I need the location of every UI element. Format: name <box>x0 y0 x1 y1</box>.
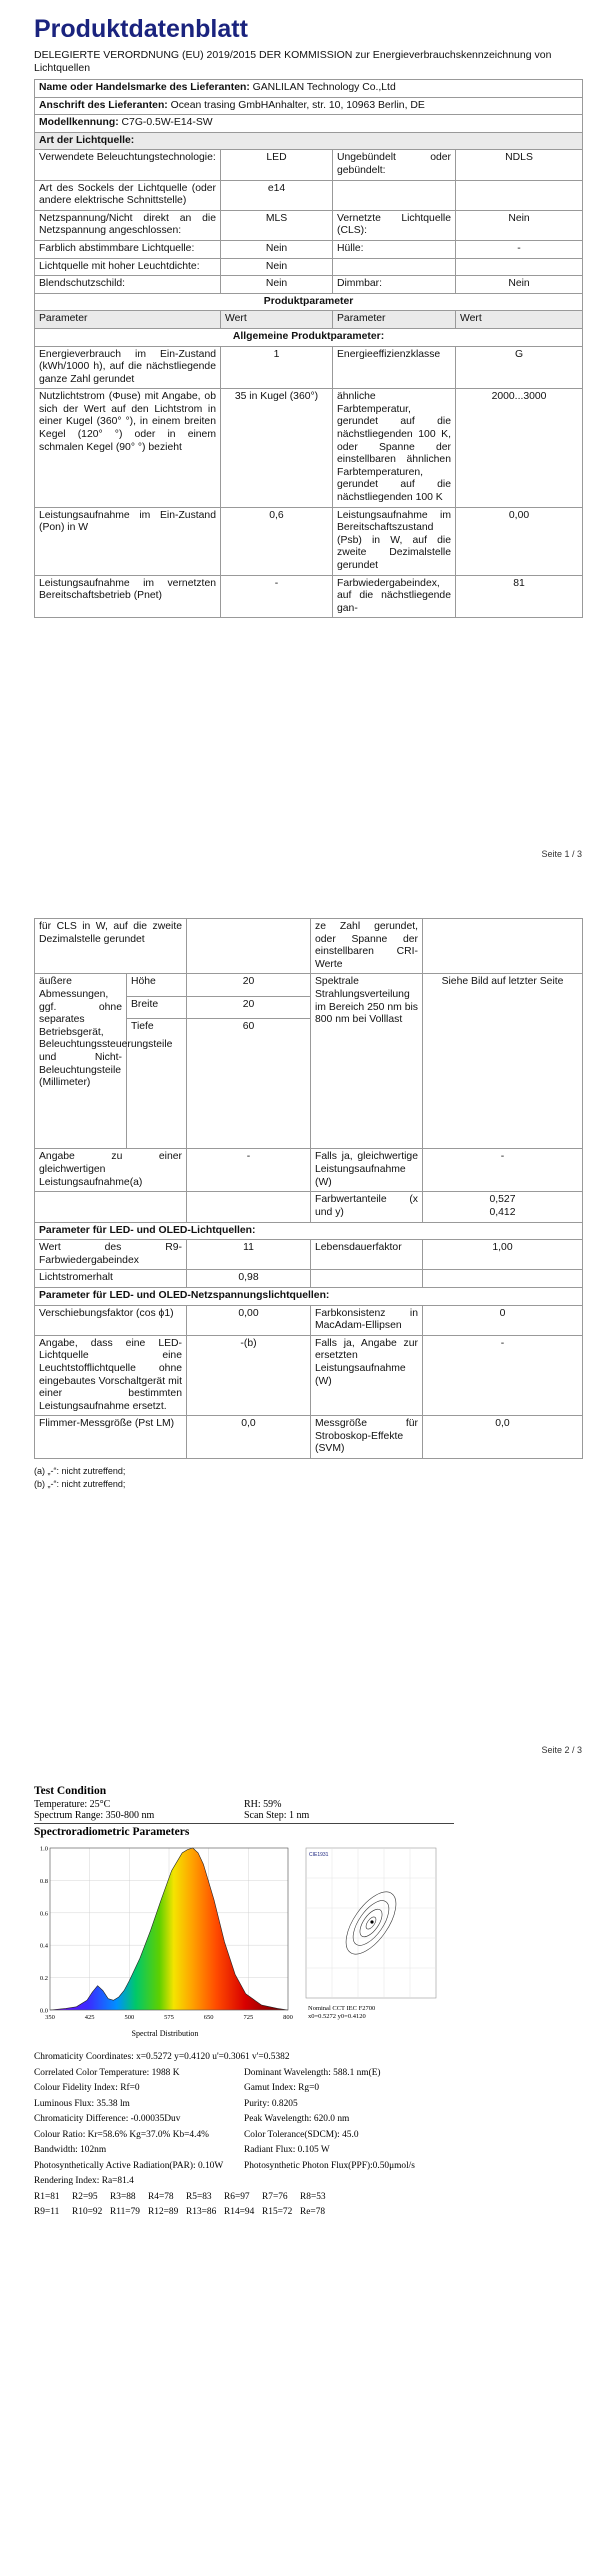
rendering-index-row-1 <box>34 2190 474 2206</box>
row-value: MLS <box>221 210 333 240</box>
width-label: Breite <box>127 996 187 1019</box>
row-label: Nutzlichtstrom (Φuse) mit Angabe, ob sich der Wert auf den Lichtstrom in einer Kugel (360° °), in einem breiten Kegel (120° °) oder in einem schmalen Kegel (90° °) bezieht <box>35 389 221 507</box>
table-row <box>35 974 583 997</box>
page-number: Seite 1 / 3 <box>541 849 582 859</box>
row-value: 0,6 <box>221 507 333 575</box>
x-tick-label: 725 <box>243 2014 254 2021</box>
test-report-page <box>34 1785 454 2221</box>
param-line: Chromaticity Coordinates: x=0.5272 y=0.4120 u'=0.3061 v'=0.5382 <box>34 2052 290 2062</box>
replace-value: -(b) <box>187 1335 311 1416</box>
measured-point <box>370 1920 373 1923</box>
equiv-label: Angabe zu einer gleichwertigen Leistungsaufnahme(a) <box>35 1149 187 1192</box>
temperature: Temperature: 25°C <box>34 1799 111 1810</box>
spectral-distribution-chart <box>34 1840 296 2040</box>
test-condition-block <box>34 1785 454 1838</box>
pf-value: 0,00 <box>187 1305 311 1335</box>
table-row <box>35 1240 583 1270</box>
supplier-name: GANLILAN Technology Co.,Ltd <box>252 82 396 93</box>
param-line: Peak Wavelength: 620.0 nm <box>244 2114 350 2124</box>
param-line: Color Tolerance(SDCM): 45.0 <box>244 2129 359 2140</box>
table-row <box>35 115 583 133</box>
row-value: - <box>221 575 333 618</box>
maint-label: Lichtstromerhalt <box>35 1270 187 1288</box>
led-params-heading: Parameter für LED- und OLED-Lichtquellen: <box>35 1222 583 1240</box>
footnote-b: (b) „-“: nicht zutreffend; <box>34 1479 126 1490</box>
r-value: R2=95 <box>72 2191 98 2202</box>
row-label: Verwendete Beleuchtungstechnologie: <box>35 150 221 180</box>
general-params-heading: Allgemeine Produktparameter: <box>35 328 583 346</box>
x-tick-label: 350 <box>45 2014 55 2021</box>
row-value: NDLS <box>456 150 583 180</box>
row-label: Ungebündelt oder gebündelt: <box>333 150 456 180</box>
y-tick-label: 0.0 <box>39 2007 48 2015</box>
col-header-value: Wert <box>456 311 583 329</box>
mains-params-heading: Parameter für LED- und OLED-Netzspannungslichtquellen: <box>35 1287 583 1305</box>
param-line: Colour Ratio: Kr=58.6% Kg=37.0% Kb=4.4% <box>34 2129 209 2140</box>
table-row <box>35 1222 583 1240</box>
param-line: Dominant Wavelength: 588.1 nm(E) <box>244 2067 381 2078</box>
table-row <box>35 346 583 389</box>
dimensions-label: äußere Abmessungen, ggf. ohne separates Betriebsgerät, Beleuchtungssteuerungsteile und Nicht-Beleuchtungsteile (Millimeter) <box>35 974 127 1149</box>
height-label: Höhe <box>127 974 187 997</box>
equiv-value-2: - <box>423 1149 583 1192</box>
scan-step: Scan Step: 1 nm <box>244 1810 310 1821</box>
row-value: Nein <box>221 276 333 294</box>
height-value: 20 <box>187 974 311 997</box>
param-line: Purity: 0.8205 <box>244 2098 298 2109</box>
table-row <box>35 97 583 115</box>
r-value: R11=79 <box>110 2207 140 2217</box>
param-line: Radiant Flux: 0.105 W <box>244 2145 330 2155</box>
x-tick-label: 650 <box>203 2014 214 2021</box>
row-value: Nein <box>221 258 333 276</box>
row-label: Lichtquelle mit hoher Leuchtdichte: <box>35 258 221 276</box>
humidity: RH: 59% <box>244 1799 282 1810</box>
row-value: Nein <box>221 240 333 258</box>
macadam-value: 0 <box>423 1305 583 1335</box>
cie-caption-1: Nominal CCT IEC F2700 <box>308 2005 376 2012</box>
product-params-heading: Produktparameter <box>35 293 583 311</box>
param-line: Bandwidth: 102nm <box>34 2145 107 2155</box>
row-label: Netzspannung/Nicht direkt an die Netzspannung angeschlossen: <box>35 210 221 240</box>
table-row <box>35 1287 583 1305</box>
table-row <box>35 1270 583 1288</box>
row-value: G <box>456 346 583 389</box>
table-row <box>35 1305 583 1335</box>
table-row <box>35 507 583 575</box>
y-tick-label: 0.4 <box>39 1942 48 1950</box>
datasheet-page-2 <box>34 918 582 1755</box>
supplier-table <box>34 79 583 618</box>
flicker-value: 0,0 <box>187 1416 311 1459</box>
col-header-value: Wert <box>221 311 333 329</box>
row-label: Blendschutzschild: <box>35 276 221 294</box>
row-label: Farbwiedergabeindex, auf die nächstliegende gan- <box>333 575 456 618</box>
cie-diagram <box>296 1840 446 2040</box>
row-label: Energieverbrauch im Ein-Zustand (kWh/1000 h), auf die nächstliegende ganze Zahl gerundet <box>35 346 221 389</box>
r-value: R3=88 <box>110 2191 136 2202</box>
r9-value: 11 <box>187 1240 311 1270</box>
r-value: R14=94 <box>224 2207 255 2217</box>
row-value: 2000...3000 <box>456 389 583 507</box>
row-value: Nein <box>456 210 583 240</box>
depth-label: Tiefe <box>127 1019 187 1149</box>
cie-caption-2: x0=0.5272 y0=0.4120 <box>308 2013 366 2020</box>
cie-title: CIE1931 <box>309 1852 329 1858</box>
r-value: R6=97 <box>224 2191 250 2202</box>
spectro-heading: Spectroradiometric Parameters <box>34 1826 190 1838</box>
life-value: 1,00 <box>423 1240 583 1270</box>
row-label: Leistungsaufnahme im vernetzten Bereitschaftsbetrieb (Pnet) <box>35 575 221 618</box>
chroma-label: Farbwertanteile (x und y) <box>311 1192 423 1222</box>
row-value <box>456 180 583 210</box>
r-value: R12=89 <box>148 2207 179 2217</box>
table-row <box>35 1149 583 1192</box>
photometric-params <box>34 2050 474 2221</box>
r-value: R13=86 <box>186 2207 217 2217</box>
pf-label: Verschiebungsfaktor (cos ϕ1) <box>35 1305 187 1335</box>
row-label <box>333 180 456 210</box>
spectral-label: Spektrale Strahlungsverteilung im Bereich 250 nm bis 800 nm bei Volllast <box>311 974 423 1149</box>
row-label: für CLS in W, auf die zweite Dezimalstelle gerundet <box>35 919 187 974</box>
r-value: R5=83 <box>186 2191 212 2202</box>
table-row <box>35 919 583 974</box>
row-label <box>333 258 456 276</box>
width-value: 20 <box>187 996 311 1019</box>
row-label: ähnliche Farbtemperatur, gerundet auf die nächstliegenden 100 K, oder Spanne der einstellbaren ähnlichen Farbtemperaturen, gerundet auf die nächstliegenden 100 K <box>333 389 456 507</box>
x-tick-label: 800 <box>283 2014 293 2021</box>
supplier-address-label: Anschrift des Lieferanten: <box>39 99 168 111</box>
regulation-text: DELEGIERTE VERORDNUNG (EU) 2019/2015 DER KOMMISSION zur Energieverbrauchskennzeichnung von Lichtquellen <box>34 49 552 74</box>
rendering-index-row-2 <box>34 2205 474 2221</box>
param-line: Chromaticity Difference: -0.00035Duv <box>34 2114 181 2124</box>
y-tick-label: 0.6 <box>39 1910 48 1918</box>
param-line: Correlated Color Temperature: 1988 K <box>34 2067 180 2078</box>
datasheet-page-1 <box>34 14 582 859</box>
r-value: R10=92 <box>72 2207 103 2217</box>
table-row <box>35 293 583 311</box>
row-value <box>456 258 583 276</box>
equiv-value: - <box>187 1149 311 1192</box>
x-tick-label: 575 <box>164 2014 174 2021</box>
r9-label: Wert des R9-Farbwiedergabeindex <box>35 1240 187 1270</box>
row-value: - <box>456 240 583 258</box>
row-label: Vernetzte Lichtquelle (CLS): <box>333 210 456 240</box>
table-row <box>35 240 583 258</box>
row-label: Farblich abstimmbare Lichtquelle: <box>35 240 221 258</box>
page-number: Seite 2 / 3 <box>541 1745 582 1755</box>
table-row <box>35 132 583 150</box>
replace-label-2: Falls ja, Angabe zur ersetzten Leistungsaufnahme (W) <box>311 1335 423 1416</box>
row-value: LED <box>221 150 333 180</box>
param-line: Photosynthetically Active Radiation(PAR): 0.10W <box>34 2160 224 2171</box>
r-value: Re=78 <box>300 2207 326 2217</box>
r-value: R15=72 <box>262 2207 293 2217</box>
depth-value: 60 <box>187 1019 311 1149</box>
model-label: Modellkennung: <box>39 117 119 129</box>
row-value: e14 <box>221 180 333 210</box>
table-row <box>35 575 583 618</box>
row-label: Hülle: <box>333 240 456 258</box>
x-tick-label: 500 <box>124 2014 135 2021</box>
row-label: Leistungsaufnahme im Bereitschaftszustand (Psb) in W, auf die zweite Dezimalstelle gerundet <box>333 507 456 575</box>
divider <box>34 1823 454 1824</box>
maint-value: 0,98 <box>187 1270 311 1288</box>
params-table-continued <box>34 918 583 1459</box>
param-line: Colour Fidelity Index: Rf=0 <box>34 2083 140 2093</box>
row-value: Nein <box>456 276 583 294</box>
table-row <box>35 150 583 180</box>
model-id: C7G-0.5W-E14-SW <box>121 117 213 129</box>
r-value: R4=78 <box>148 2191 174 2202</box>
table-row <box>35 258 583 276</box>
chroma-y: 0,412 <box>489 1206 516 1218</box>
r-value: R8=53 <box>300 2191 326 2202</box>
table-row <box>35 276 583 294</box>
row-value: 1 <box>221 346 333 389</box>
chroma-x: 0,527 <box>489 1194 516 1206</box>
supplier-name-label: Name oder Handelsmarke des Lieferanten: <box>39 82 250 93</box>
param-line: Luminous Flux: 35.38 lm <box>34 2098 130 2109</box>
footnotes <box>34 1465 582 1491</box>
chart-caption: Spectral Distribution <box>131 2029 199 2038</box>
equiv-label-2: Falls ja, gleichwertige Leistungsaufnahme (W) <box>311 1149 423 1192</box>
row-value: 81 <box>456 575 583 618</box>
table-row <box>35 311 583 329</box>
row-label: Dimmbar: <box>333 276 456 294</box>
table-row <box>35 1416 583 1459</box>
x-tick-label: 425 <box>84 2014 95 2021</box>
table-row <box>35 389 583 507</box>
page-title: Produktdatenblatt <box>34 15 248 43</box>
col-header-param: Parameter <box>35 311 221 329</box>
row-value: 0,00 <box>456 507 583 575</box>
row-label: Energieeffizienzklasse <box>333 346 456 389</box>
footnote-a: (a) „-“: nicht zutreffend; <box>34 1466 126 1477</box>
flicker-label: Flimmer-Messgröße (Pst LM) <box>35 1416 187 1459</box>
table-row <box>35 180 583 210</box>
y-tick-label: 1.0 <box>39 1845 48 1853</box>
col-header-param: Parameter <box>333 311 456 329</box>
table-row <box>35 328 583 346</box>
macadam-label: Farbkonsistenz in MacAdam-Ellipsen <box>311 1305 423 1335</box>
supplier-address: Ocean trasing GmbHAnhalter, str. 10, 10963 Berlin, DE <box>170 99 425 111</box>
row-label: Art des Sockels der Lichtquelle (oder andere elektrische Schnittstelle) <box>35 180 221 210</box>
replace-label: Angabe, dass eine LED-Lichtquelle eine Leuchtstofflichtquelle ohne eingebautes Vorschaltgerät mit einer bestimmten Leistungsaufnahme ersetzt. <box>35 1335 187 1416</box>
test-condition-heading: Test Condition <box>34 1785 107 1797</box>
y-tick-label: 0.8 <box>39 1877 48 1885</box>
r-value: R7=76 <box>262 2191 288 2202</box>
strobo-label: Messgröße für Stroboskop-Effekte (SVM) <box>311 1416 423 1459</box>
table-row <box>35 80 583 98</box>
table-row <box>35 1335 583 1416</box>
row-value: 35 in Kugel (360°) <box>221 389 333 507</box>
row-label: Leistungsaufnahme im Ein-Zustand (Pon) in W <box>35 507 221 575</box>
life-label: Lebensdauerfaktor <box>311 1240 423 1270</box>
param-line: Rendering Index: Ra=81.4 <box>34 2176 134 2186</box>
strobo-value: 0,0 <box>423 1416 583 1459</box>
param-line: Gamut Index: Rg=0 <box>244 2083 320 2093</box>
table-row <box>35 210 583 240</box>
row-label: ze Zahl gerundet, oder Spanne der einstellbaren CRI-Werte <box>311 919 423 974</box>
spectrum-range: Spectrum Range: 350-800 nm <box>34 1810 155 1821</box>
y-tick-label: 0.2 <box>39 1975 48 1983</box>
r-value: R9=11 <box>34 2207 60 2217</box>
r-value: R1=81 <box>34 2191 60 2202</box>
light-type-heading: Art der Lichtquelle: <box>35 132 583 150</box>
table-row <box>35 1192 583 1222</box>
replace-value-2: - <box>423 1335 583 1416</box>
spectral-value: Siehe Bild auf letzter Seite <box>423 974 583 1149</box>
param-line: Photosynthetic Photon Flux(PPF):0.50μmol/s <box>244 2160 415 2171</box>
